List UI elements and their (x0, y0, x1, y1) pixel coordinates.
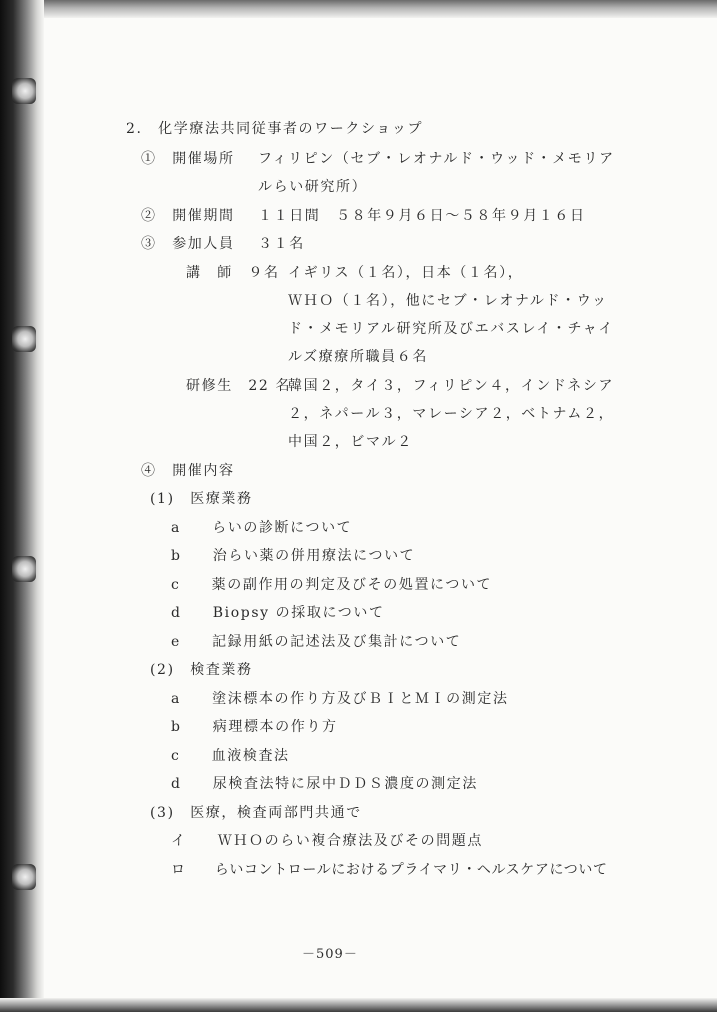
subsection-heading: (2) 検査業務 (150, 662, 253, 678)
list-item: d Biopsy の採取について (171, 605, 385, 621)
subsection-heading: (1) 医療業務 (150, 491, 253, 507)
instructors-detail: ド・メモリアル研究所及びエバスレイ・チャイ (288, 321, 614, 337)
participants-value: ３１名 (258, 236, 305, 252)
instructors-detail: ＷＨＯ（１名），他にセブ・レオナルド・ウッ (288, 293, 608, 309)
page-number: －509－ (302, 947, 358, 962)
instructors-detail: ルズ療療所職員６名 (288, 349, 428, 365)
trainees-detail: 中国２，ビマル２ (288, 434, 413, 450)
item-label-content: ④ 開催内容 (141, 463, 235, 479)
section-heading: 2. 化学療法共同従事者のワークショップ (126, 121, 424, 137)
list-item: a 塗沫標本の作り方及びＢＩとＭＩの測定法 (171, 691, 509, 707)
instructors-detail: イギリス（１名），日本（１名）， (288, 265, 524, 281)
period-value: １１日間 ５８年９月６日〜５８年９月１６日 (258, 208, 586, 224)
venue-value: フィリピン（セブ・レオナルド・ウッド・メモリア (258, 151, 615, 167)
list-item: b 治らい薬の併用療法について (171, 548, 416, 564)
list-item: c 血液検査法 (171, 748, 290, 764)
binder-ring (12, 556, 36, 582)
list-item: イ ＷＨＯのらい複合療法及びその問題点 (171, 833, 483, 849)
list-item: e 記録用紙の記述法及び集計について (171, 634, 462, 650)
scan-bottom-edge (0, 998, 717, 1012)
scan-top-edge (0, 0, 717, 18)
instructors-label: 講 師 ９名 (186, 265, 280, 281)
list-item: d 尿検査法特に尿中ＤＤＳ濃度の測定法 (171, 776, 478, 792)
item-label-venue: ① 開催場所 (141, 151, 235, 167)
trainees-detail: 韓国２，タイ３，フィリピン４，インドネシア (288, 378, 615, 394)
item-label-period: ② 開催期間 (141, 208, 235, 224)
venue-value-cont: ルらい研究所） (258, 179, 368, 195)
list-item: ロ らいコントロールにおけるプライマリ・ヘルスケアについて (171, 862, 608, 878)
subsection-heading: (3) 医療，検査両部門共通で (150, 805, 362, 821)
binder-spine (0, 0, 44, 1012)
item-label-participants: ③ 参加人員 (141, 236, 235, 252)
list-item: a らいの診断について (171, 520, 353, 536)
list-item: c 薬の副作用の判定及びその処置について (171, 577, 493, 593)
trainees-label: 研修生 22 名 (186, 378, 292, 394)
list-item: b 病理標本の作り方 (171, 719, 338, 735)
binder-ring (12, 864, 36, 890)
binder-ring (12, 78, 36, 104)
trainees-detail: ２，ネパール３，マレーシア２，ベトナム２， (288, 406, 615, 422)
binder-ring (12, 326, 36, 352)
